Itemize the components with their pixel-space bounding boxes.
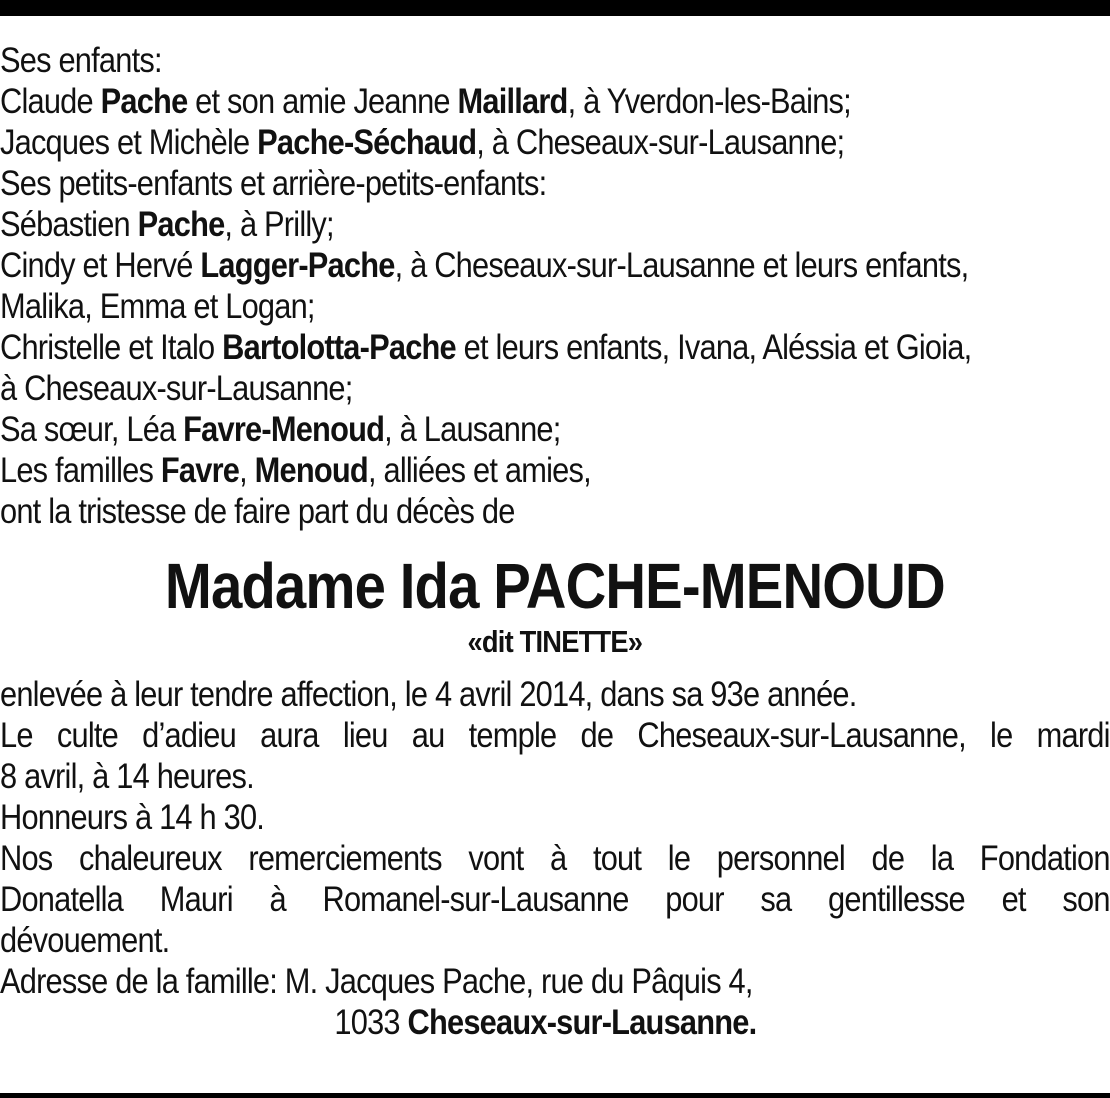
family-line-sister: Sa sœur, Léa Favre-Menoud, à Lausanne; bbox=[0, 410, 561, 449]
obituary-notice bbox=[0, 40, 1110, 1043]
postcode: 1033 bbox=[334, 1003, 408, 1042]
surname: Pache bbox=[137, 205, 225, 244]
family-line-christelle: Christelle et Italo Bartolotta-Pache et leurs enfants, Ivana, Aléssia et Gioia, bbox=[0, 328, 972, 367]
family-address-city bbox=[0, 1002, 1110, 1043]
surname: Pache-Séchaud bbox=[257, 123, 477, 162]
surname: Maillard bbox=[457, 82, 568, 121]
surname: Bartolotta-Pache bbox=[222, 328, 456, 367]
bottom-rule bbox=[0, 1093, 1110, 1098]
surname: Pache bbox=[100, 82, 188, 121]
grandchildren-heading: Ses petits-enfants et arrière-petits-enfants: bbox=[0, 164, 547, 203]
family-line-cindy: Cindy et Hervé Lagger-Pache, à Cheseaux-sur-Lausanne et leurs enfants, bbox=[0, 246, 969, 285]
family-line-christelle-place: à Cheseaux-sur-Lausanne; bbox=[0, 369, 353, 408]
notice-thanks-line-2: Donatella Mauri à Romanel-sur-Lausanne pour sa gentillesse et son bbox=[0, 880, 1110, 919]
deceased-name: Madame Ida PACHE-MENOUD bbox=[164, 550, 945, 622]
family-address: Adresse de la famille: M. Jacques Pache, rue du Pâquis 4, bbox=[0, 962, 753, 1001]
notice-service-time: 8 avril, à 14 heures. bbox=[0, 757, 254, 796]
family-line-families: Les familles Favre, Menoud, alliées et amies, bbox=[0, 451, 591, 490]
notice-date-line: enlevée à leur tendre affection, le 4 avril 2014, dans sa 93e année. bbox=[0, 675, 857, 714]
city: Cheseaux-sur-Lausanne. bbox=[407, 1003, 757, 1042]
surname: Lagger-Pache bbox=[200, 246, 395, 285]
surname: Favre bbox=[160, 451, 240, 490]
family-line-jacques: Jacques et Michèle Pache-Séchaud, à Cheseaux-sur-Lausanne; bbox=[0, 123, 845, 162]
family-line-claude: Claude Pache et son amie Jeanne Maillard, à Yverdon-les-Bains; bbox=[0, 82, 851, 121]
top-rule bbox=[0, 0, 1110, 16]
notice-thanks-line-3: dévouement. bbox=[0, 921, 170, 960]
family-line-cindy-children: Malika, Emma et Logan; bbox=[0, 287, 315, 326]
family-line-sebastien: Sébastien Pache, à Prilly; bbox=[0, 205, 334, 244]
children-heading: Ses enfants: bbox=[0, 41, 162, 80]
surname: Menoud bbox=[254, 451, 368, 490]
notice-thanks-line-1: Nos chaleureux remerciements vont à tout le personnel de la Fondation bbox=[0, 839, 1110, 878]
notice-honours: Honneurs à 14 h 30. bbox=[0, 798, 265, 837]
deceased-nickname: «dit TINETTE» bbox=[467, 624, 643, 659]
surname: Favre-Menoud bbox=[183, 410, 385, 449]
announcement-line: ont la tristesse de faire part du décès de bbox=[0, 492, 515, 531]
notice-service-line: Le culte d’adieu aura lieu au temple de Cheseaux-sur-Lausanne, le mardi bbox=[0, 716, 1110, 755]
